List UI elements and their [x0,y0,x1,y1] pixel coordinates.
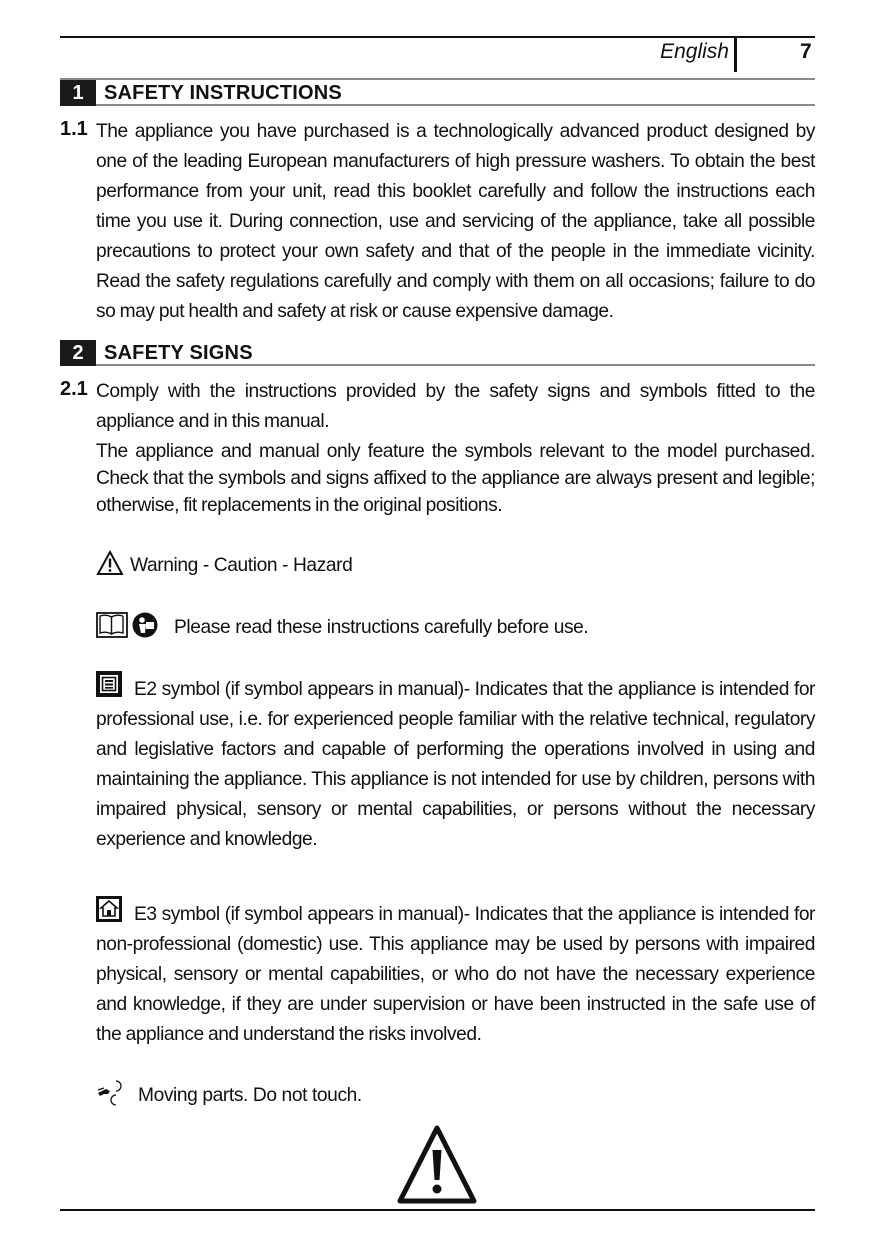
paragraph-2-1: Comply with the instructions provided by the safety signs and symbols fitted to the appliance and in this manual. [96,381,815,432]
paragraph-number: 2.1 [60,378,88,400]
section-2-heading [60,340,815,366]
footer-rule [60,1209,815,1211]
read-manual-icon [96,611,160,645]
header-language: English [660,40,729,63]
section-1-heading [60,80,815,106]
symbol-e2-text: E2 symbol (if symbol appears in manual)- Indicates that the appliance is intended for professional use, i.e. for experienced people familiar with the relative technical, regulatory and legislative factors and capable of performing the operations involved in using and maintaining the appliance. This appliance is not intended for use by children, persons with impaired physical, sensory or mental capabilities, or persons without the necessary experience and knowledge. [96,679,815,850]
section-title: SAFETY SIGNS [104,342,253,364]
header-divider [734,37,737,72]
header-top-rule [60,36,815,38]
symbol-moving-parts [96,1077,362,1115]
paragraph-1-1: The appliance you have purchased is a technologically advanced product designed by one of the leading European manufacturers of high pressure washers. To obtain the best performance from your unit, read this booklet carefully and follow the instructions each time you use it. During connection, use and servicing of the appliance, take all possible precautions to protect your own safety and that of the people in the immediate vicinity. Read the safety regulations carefully and comply with them on all occasions; failure to do so may put health and safety at risk or cause expensive damage. [96,121,815,322]
symbol-warning [96,550,352,582]
moving-parts-icon [96,1077,126,1115]
large-warning-triangle-icon [396,1124,478,1209]
section-title: SAFETY INSTRUCTIONS [104,82,342,104]
symbol-e3-text: E3 symbol (if symbol appears in manual)- Indicates that the appliance is intended for non-professional (domestic) use. This appliance may be used by persons with impaired physical, sensory or mental capabilities, or who do not have the necessary experience and knowledge, if they are under supervision or have been instructed in the safe use of the appliance and understand the risks involved. [96,904,815,1045]
paragraph-number: 1.1 [60,118,88,140]
symbol-text: Moving parts. Do not touch. [138,1085,362,1106]
page-number: 7 [800,40,812,63]
section-underline [96,104,815,106]
symbol-text: Please read these instructions carefully before use. [174,617,589,638]
section-number: 1 [60,80,96,106]
section-number: 2 [60,340,96,366]
warning-triangle-icon [96,550,124,582]
symbol-read-manual [96,611,588,645]
paragraph-2-1-continued: The appliance and manual only feature the symbols relevant to the model purchased. Check that the symbols and signs affixed to the appliance are always present and legible; otherwise, fit replacements in the original positions. [96,441,815,516]
symbol-text: Warning - Caution - Hazard [130,555,353,576]
section-underline [96,364,815,366]
